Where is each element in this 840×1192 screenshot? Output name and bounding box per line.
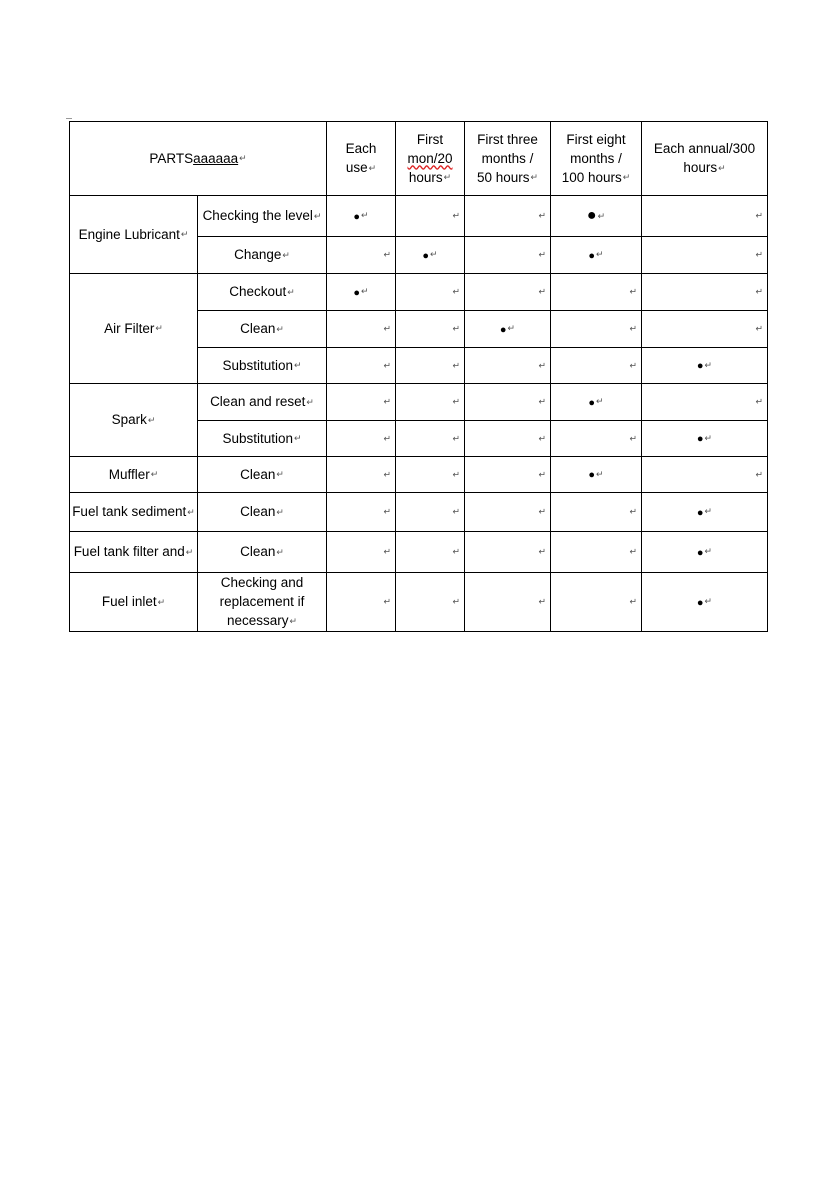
paragraph-mark: ↵ [452, 546, 460, 557]
item-cell [198, 421, 327, 457]
paragraph-mark: ↵ [383, 360, 391, 370]
item-cell [198, 532, 327, 573]
paragraph-mark: ↵ [704, 359, 713, 370]
interval-cell [465, 196, 551, 237]
paragraph-mark: ↵ [276, 506, 284, 517]
paragraph-mark: ↵ [704, 596, 713, 607]
col-header-line: Each annual/300 [653, 141, 756, 157]
interval-cell [642, 384, 768, 421]
paragraph-mark: ↵ [755, 469, 763, 479]
paragraph-mark: ↵ [383, 506, 391, 517]
paragraph-mark: ↵ [452, 286, 460, 297]
paragraph-mark: ↵ [629, 323, 637, 334]
part-cell [70, 457, 198, 493]
interval-cell [327, 384, 396, 421]
bullet-mark: ● [696, 596, 704, 609]
bullet-mark: ● [588, 469, 596, 481]
paragraph-mark: ↵ [755, 396, 763, 407]
paragraph-mark: ↵ [755, 249, 763, 260]
interval-cell-marked [465, 311, 551, 348]
paragraph-mark: ↵ [755, 286, 763, 297]
paragraph-mark: ↵ [276, 469, 284, 480]
item-name: Clean [240, 321, 276, 337]
paragraph-mark: ↵ [538, 506, 546, 517]
col-header-line: use [345, 160, 368, 176]
item-name: Clean and reset [210, 394, 306, 410]
paragraph-mark: ↵ [538, 469, 546, 479]
paragraph-mark: ↵ [718, 162, 726, 173]
interval-cell [465, 457, 551, 493]
part-name: Air Filter [104, 320, 155, 336]
interval-cell-marked [327, 274, 396, 311]
bullet-mark: ● [696, 546, 704, 559]
interval-cell [551, 348, 642, 384]
item-cell [198, 573, 327, 632]
item-cell [198, 237, 327, 274]
part-cell [70, 274, 198, 384]
parts-header-label: PARTS [149, 150, 194, 166]
paragraph-mark: ↵ [452, 506, 460, 517]
paragraph-mark: ↵ [282, 249, 290, 260]
paragraph-mark: ↵ [622, 172, 631, 183]
paragraph-mark: ↵ [755, 323, 763, 334]
table-row [70, 384, 768, 421]
item-cell [198, 493, 327, 532]
part-cell [70, 384, 198, 457]
paragraph-mark: ↵ [538, 546, 546, 557]
col-header-line: mon/20 [407, 150, 453, 166]
paragraph-mark: ↵ [180, 229, 189, 240]
paragraph-mark: ↵ [507, 323, 516, 334]
item-cell [198, 384, 327, 421]
paragraph-mark: ↵ [538, 249, 546, 260]
paragraph-mark: ↵ [383, 469, 391, 479]
paragraph-mark: ↵ [596, 396, 604, 407]
col-header-each-use [327, 122, 396, 196]
table-row [70, 196, 768, 237]
paragraph-mark: ↵ [452, 433, 460, 443]
interval-cell [327, 348, 396, 384]
item-name: Substitution [222, 357, 293, 373]
paragraph-mark: ↵ [443, 172, 452, 183]
paragraph-mark: ↵ [276, 323, 284, 334]
part-name: Fuel inlet [101, 594, 157, 610]
item-name: Clean [240, 466, 276, 482]
col-header-line: First [416, 131, 444, 147]
bullet-mark: ● [696, 360, 704, 372]
interval-cell [396, 348, 465, 384]
part-cell [70, 196, 198, 274]
paragraph-mark: ↵ [629, 506, 637, 517]
bullet-mark: ● [588, 396, 596, 409]
interval-cell [465, 384, 551, 421]
parts-header-suffix: aaaaaa [193, 150, 239, 166]
interval-cell [465, 493, 551, 532]
part-cell [70, 573, 198, 632]
interval-cell [551, 532, 642, 573]
interval-cell [396, 421, 465, 457]
item-name: Checkout [229, 284, 287, 300]
paragraph-mark: ↵ [383, 596, 391, 607]
paragraph-mark: ↵ [187, 506, 195, 517]
paragraph-mark: ↵ [383, 433, 391, 443]
interval-cell [465, 421, 551, 457]
table-row [70, 493, 768, 532]
part-name: Engine Lubricant [78, 226, 180, 242]
paragraph-mark: ↵ [538, 433, 546, 443]
paragraph-mark: ↵ [383, 546, 391, 557]
interval-cell [327, 532, 396, 573]
part-cell [70, 493, 198, 532]
paragraph-mark: ↵ [538, 596, 546, 607]
paragraph-mark: ↵ [452, 210, 460, 221]
header-row [70, 122, 768, 196]
parts-header-cell [70, 122, 327, 196]
item-name: Substitution [222, 430, 293, 446]
interval-cell [396, 311, 465, 348]
interval-cell [551, 421, 642, 457]
interval-cell [327, 573, 396, 632]
interval-cell [327, 421, 396, 457]
paragraph-mark: ↵ [157, 596, 166, 607]
paragraph-mark: ↵ [530, 172, 539, 183]
paragraph-mark: ↵ [361, 286, 369, 297]
paragraph-mark: ↵ [361, 210, 369, 221]
bullet-mark: ● [696, 433, 704, 445]
interval-cell [551, 274, 642, 311]
interval-cell-marked [396, 237, 465, 274]
interval-cell [327, 311, 396, 348]
interval-cell-marked [642, 348, 768, 384]
interval-cell-marked [642, 532, 768, 573]
item-cell [198, 274, 327, 311]
table-row [70, 573, 768, 632]
col-header-first-eight-months [551, 122, 642, 196]
interval-cell [642, 311, 768, 348]
col-header-line: months / [570, 150, 622, 166]
table-body [70, 196, 768, 632]
interval-cell [327, 493, 396, 532]
item-name: Checking the level [202, 208, 313, 224]
paragraph-mark: ↵ [287, 286, 295, 297]
interval-cell [465, 274, 551, 311]
paragraph-mark: ↵ [538, 360, 546, 370]
col-header-line: 50 hours [476, 169, 530, 185]
paragraph-mark: ↵ [430, 249, 438, 260]
item-cell [198, 311, 327, 348]
interval-cell [642, 196, 768, 237]
interval-cell [642, 237, 768, 274]
part-name: Muffler [108, 466, 150, 482]
interval-cell [465, 237, 551, 274]
interval-cell [327, 457, 396, 493]
paragraph-mark: ↵ [155, 323, 163, 334]
interval-cell [327, 237, 396, 274]
paragraph-mark: ↵ [452, 469, 460, 479]
paragraph-mark: ↵ [289, 615, 298, 626]
paragraph-mark: ↵ [294, 360, 302, 371]
paragraph-mark: ↵ [147, 414, 156, 425]
interval-cell [642, 274, 768, 311]
bullet-mark: ● [696, 506, 704, 519]
interval-cell-marked [551, 457, 642, 493]
interval-cell [465, 573, 551, 632]
bullet-mark: ● [422, 249, 430, 262]
paragraph-mark: ↵ [185, 546, 194, 557]
part-name: Spark [111, 412, 147, 428]
interval-cell [396, 196, 465, 237]
part-name: Fuel tank sediment [72, 504, 187, 520]
interval-cell [551, 311, 642, 348]
interval-cell [396, 493, 465, 532]
col-header-line: hours [683, 160, 718, 176]
table-row [70, 532, 768, 573]
paragraph-mark: ↵ [597, 210, 606, 221]
item-name: Checking and replacement if necessary [219, 575, 305, 629]
col-header-line: months / [481, 150, 534, 166]
bullet-mark: ● [499, 323, 507, 336]
interval-cell-marked [551, 237, 642, 274]
paragraph-mark: ↵ [383, 396, 391, 407]
interval-cell [396, 457, 465, 493]
interval-cell-marked [327, 196, 396, 237]
interval-cell-marked [642, 573, 768, 632]
col-header-line: First eight [566, 131, 626, 147]
interval-cell [551, 493, 642, 532]
paragraph-mark: ↵ [150, 469, 159, 480]
item-name: Change [234, 247, 282, 263]
bullet-mark: ● [588, 249, 596, 262]
paragraph-mark: ↵ [383, 249, 391, 260]
col-header-first-month [396, 122, 465, 196]
item-name: Clean [240, 504, 276, 520]
paragraph-mark: ↵ [629, 286, 637, 297]
paragraph-mark: ↵ [538, 396, 546, 407]
bullet-mark: ● [353, 210, 361, 223]
col-header-line: 100 hours [561, 169, 622, 185]
interval-cell [396, 384, 465, 421]
col-header-each-annual [642, 122, 768, 196]
col-header-line: Each [345, 141, 377, 157]
interval-cell [551, 573, 642, 632]
item-name: Clean [240, 544, 276, 560]
interval-cell-marked [551, 384, 642, 421]
item-cell [198, 348, 327, 384]
bullet-mark: ● [586, 207, 597, 225]
bullet-mark: ● [353, 286, 361, 299]
interval-cell [465, 348, 551, 384]
paragraph-mark: ↵ [313, 210, 322, 221]
paragraph-mark: ↵ [704, 546, 713, 557]
interval-cell [396, 573, 465, 632]
paragraph-mark: ↵ [538, 210, 546, 221]
item-cell [198, 196, 327, 237]
paragraph-mark: ↵ [276, 546, 284, 557]
interval-cell [642, 457, 768, 493]
paragraph-mark: ↵ [596, 468, 604, 479]
margin-tick [66, 118, 72, 119]
paragraph-mark: ↵ [629, 360, 637, 370]
paragraph-mark: ↵ [306, 396, 314, 407]
col-header-line: hours [408, 169, 443, 185]
col-header-first-three-months [465, 122, 551, 196]
paragraph-mark: ↵ [704, 506, 713, 517]
paragraph-mark: ↵ [629, 546, 637, 557]
part-cell [70, 532, 198, 573]
paragraph-mark: ↵ [755, 210, 763, 221]
paragraph-mark: ↵ [704, 432, 713, 443]
interval-cell-marked [642, 421, 768, 457]
paragraph-mark: ↵ [538, 286, 546, 297]
paragraph-mark: ↵ [294, 433, 302, 444]
interval-cell [465, 532, 551, 573]
table-row [70, 457, 768, 493]
interval-cell [396, 274, 465, 311]
paragraph-mark: ↵ [452, 360, 460, 370]
interval-cell-marked [642, 493, 768, 532]
paragraph-mark: ↵ [452, 396, 460, 407]
paragraph-mark: ↵ [452, 323, 460, 334]
item-cell [198, 457, 327, 493]
paragraph-mark: ↵ [452, 596, 460, 607]
table-row [70, 274, 768, 311]
interval-cell-marked [551, 196, 642, 237]
col-header-line: First three [477, 131, 538, 147]
paragraph-mark: ↵ [383, 323, 391, 334]
paragraph-mark: ↵ [368, 162, 377, 173]
part-name: Fuel tank filter and [73, 544, 185, 560]
paragraph-mark: ↵ [629, 596, 637, 607]
paragraph-mark: ↵ [239, 153, 247, 164]
interval-cell [396, 532, 465, 573]
paragraph-mark: ↵ [629, 433, 637, 443]
paragraph-mark: ↵ [596, 249, 604, 260]
maintenance-schedule-table [69, 121, 768, 632]
